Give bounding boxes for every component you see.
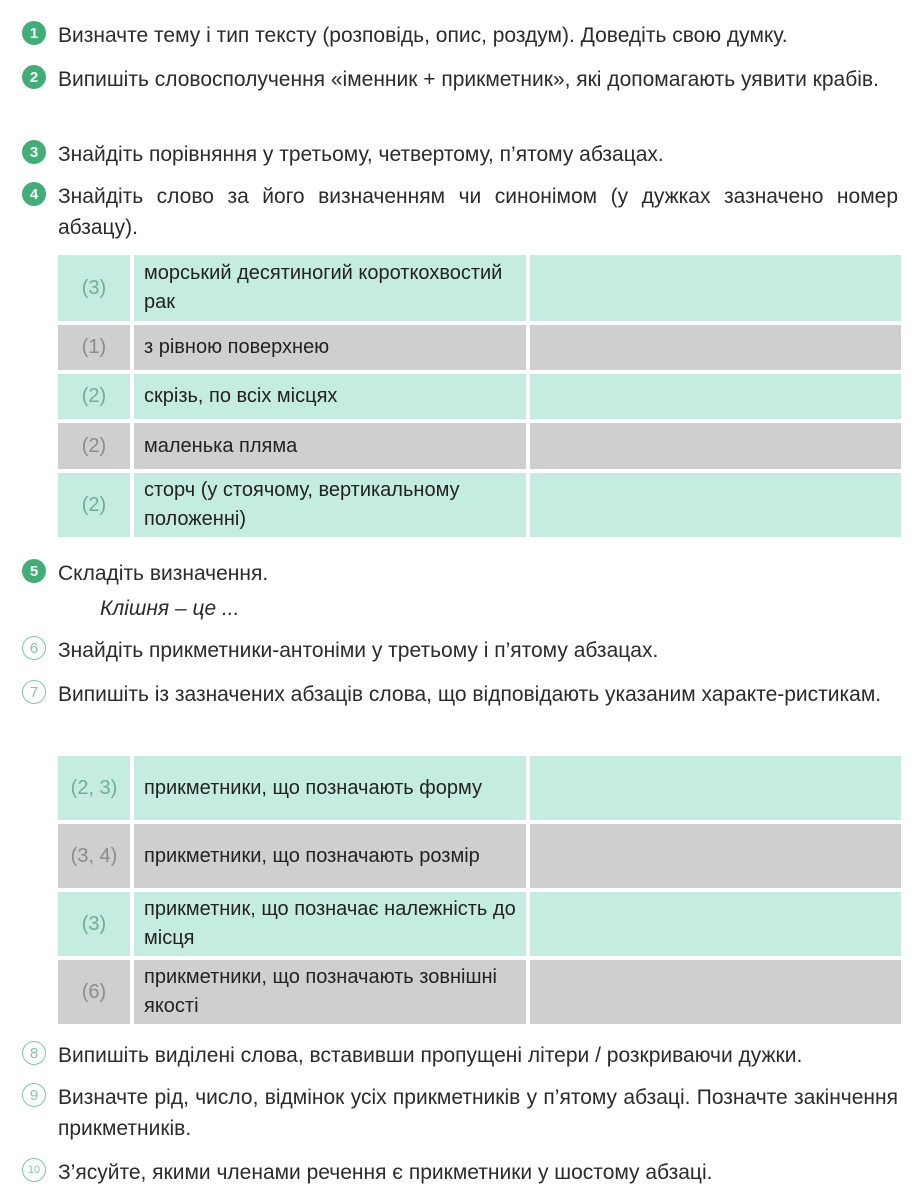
definition-text: морський десятиногий короткохвостий рак: [134, 255, 526, 321]
paragraph-ref: (3): [58, 255, 130, 321]
task-text: Випишіть із зазначених абзаців слова, що відповідають указаним характе-ристикам.: [58, 683, 882, 706]
task-text: Випишіть словосполучення «іменник + прикметник», які допомагають уявити крабів.: [58, 68, 879, 91]
definition-text: сторч (у стоячому, вертикальному положенні): [134, 473, 526, 537]
characteristic-text: прикметники, що позначають зовнішні якості: [134, 960, 526, 1024]
paragraph-ref: (3): [58, 892, 130, 956]
table-row: [58, 255, 901, 321]
task-number-badge: 4: [22, 182, 46, 206]
task-10: [22, 1157, 898, 1188]
definition-text: скрізь, по всіх місцях: [134, 374, 526, 419]
answer-cell[interactable]: [530, 374, 901, 419]
task-4: [22, 181, 898, 243]
definition-example: Клішня – це ...: [100, 597, 240, 620]
task-text: Визначте рід, число, відмінок усіх прикметників у п’ятому абзаці. Позначте закінчення прикметників.: [58, 1086, 898, 1140]
paragraph-ref: (2): [58, 423, 130, 469]
task-number-badge: 3: [22, 140, 46, 164]
characteristic-text: прикметники, що позначають форму: [134, 756, 526, 820]
table-row: [58, 423, 901, 469]
task-text: Знайдіть порівняння у третьому, четвертому, п’ятому абзацах.: [58, 143, 664, 166]
task-number-badge: 7: [22, 680, 46, 704]
task-number-badge: 1: [22, 21, 46, 45]
task-number-badge: 5: [22, 559, 46, 583]
answer-cell[interactable]: [530, 473, 901, 537]
definition-text: з рівною поверхнею: [134, 325, 526, 370]
task-text: Знайдіть слово за його визначенням чи синонімом (у дужках зазначено номер абзацу).: [58, 185, 898, 239]
paragraph-ref: (3, 4): [58, 824, 130, 888]
task-text: Випишіть виділені слова, вставивши пропущені літери / розкриваючи дужки.: [58, 1044, 803, 1067]
answer-cell[interactable]: [530, 423, 901, 469]
task-6: [22, 635, 898, 666]
task-1: [22, 20, 898, 51]
task-number-badge: 10: [22, 1158, 46, 1182]
task-7: [22, 679, 898, 710]
task-number-badge: 2: [22, 65, 46, 89]
table-row: [58, 824, 901, 888]
task-number-badge: 6: [22, 636, 46, 660]
task-3: [22, 139, 898, 170]
task-9: [22, 1082, 898, 1144]
definition-text: маленька пляма: [134, 423, 526, 469]
paragraph-ref: (2): [58, 374, 130, 419]
task-text: Знайдіть прикметники-антоніми у третьому і п’ятому абзацах.: [58, 639, 659, 662]
task-text: З’ясуйте, якими членами речення є прикметники у шостому абзаці.: [58, 1161, 713, 1184]
answer-cell[interactable]: [530, 960, 901, 1024]
table-row: [58, 892, 901, 956]
paragraph-ref: (6): [58, 960, 130, 1024]
task-text: Визначте тему і тип тексту (розповідь, опис, роздум). Доведіть свою думку.: [58, 24, 788, 47]
table-row: [58, 756, 901, 820]
table-row: [58, 473, 901, 537]
answer-cell[interactable]: [530, 824, 901, 888]
paragraph-ref: (2, 3): [58, 756, 130, 820]
answer-cell[interactable]: [530, 325, 901, 370]
task-number-badge: 9: [22, 1083, 46, 1107]
characteristic-text: прикметники, що позначають розмір: [134, 824, 526, 888]
paragraph-ref: (1): [58, 325, 130, 370]
task-number-badge: 8: [22, 1041, 46, 1065]
characteristic-text: прикметник, що позначає належність до місця: [134, 892, 526, 956]
task-8: [22, 1040, 898, 1071]
answer-cell[interactable]: [530, 255, 901, 321]
task-2: [22, 64, 898, 95]
task-text: Складіть визначення.: [58, 562, 269, 585]
answer-cell[interactable]: [530, 756, 901, 820]
table-row: [58, 325, 901, 370]
paragraph-ref: (2): [58, 473, 130, 537]
table-row: [58, 374, 901, 419]
task-5: [22, 558, 898, 589]
definition-table: [58, 255, 901, 541]
characteristics-table: [58, 756, 901, 1028]
table-row: [58, 960, 901, 1024]
answer-cell[interactable]: [530, 892, 901, 956]
